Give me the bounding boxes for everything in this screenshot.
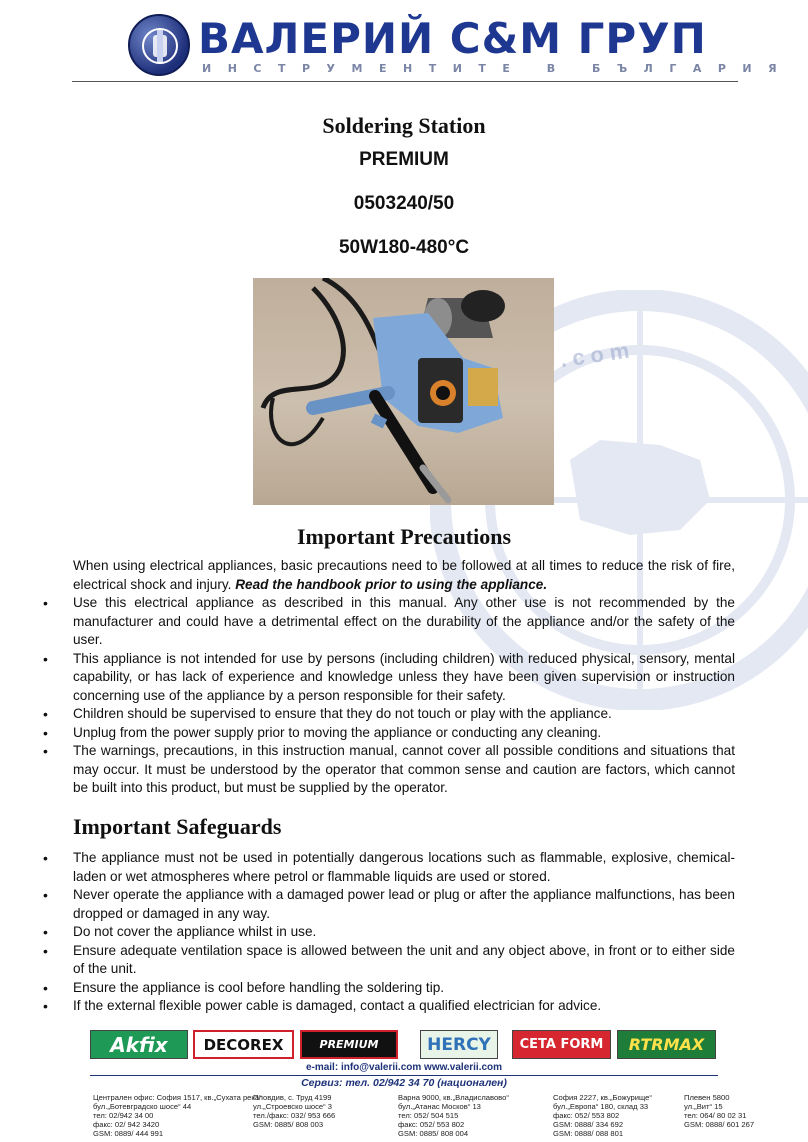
- office-line: тел: 064/ 80 02 31: [684, 1111, 747, 1120]
- office-line: тел: 052/ 504 515: [398, 1111, 459, 1120]
- brand-logo-premium: PREMIUM: [300, 1030, 398, 1059]
- precautions-list: [73, 594, 735, 798]
- office-varna: [398, 1093, 509, 1138]
- brand-logo-ceta-form: CETA FORM: [512, 1030, 611, 1059]
- office-addresses: [93, 1093, 755, 1139]
- office-line: факс: 02/ 942 3420: [93, 1120, 160, 1129]
- brand-logo-rtrmax: RTRMAX: [617, 1030, 716, 1059]
- office-line: Централен офис: София 1517, кв.„Сухата река“: [93, 1093, 262, 1102]
- contact-divider: [90, 1075, 718, 1076]
- list-item: • Children should be supervised to ensure that they do not touch or play with the appliance.: [73, 705, 735, 724]
- office-line: бул.„Ботевградско шосе“ 44: [93, 1102, 192, 1111]
- safeguards-list: [73, 849, 735, 1016]
- list-item: • If the external flexible power cable is damaged, contact a qualified electrician for advice.: [73, 997, 735, 1016]
- precautions-heading: Important Precautions: [296, 524, 512, 549]
- brand-subtitle: ИНСТРУМЕНТИТЕ В БЪЛГАРИЯ: [202, 62, 794, 75]
- office-line: GSM: 0888/ 601 267: [684, 1120, 755, 1129]
- list-item: • Ensure the appliance is cool before handling the soldering tip.: [73, 979, 735, 998]
- office-line: бул.„Атанас Москов“ 13: [398, 1102, 481, 1111]
- list-item: • Unplug from the power supply prior to moving the appliance or conducting any cleaning.: [73, 724, 735, 743]
- office-sofia-central: [93, 1093, 262, 1138]
- product-title: Soldering Station: [322, 113, 486, 138]
- office-line: Плевен 5800: [684, 1093, 730, 1102]
- office-line: GSM: 0885/ 808 004: [398, 1129, 469, 1138]
- office-line: ул.„Строевско шосе“ 3: [253, 1102, 333, 1111]
- company-logo-icon: [128, 14, 190, 76]
- list-item: • Do not cover the appliance whilst in use.: [73, 923, 735, 942]
- brand-logo-hercy: HERCY: [420, 1030, 498, 1059]
- office-line: GSM: 0888/ 334 692: [553, 1120, 624, 1129]
- brand-logo-akfix: Akfix: [90, 1030, 188, 1059]
- office-line: бул.„Европа“ 180, склад 33: [553, 1102, 649, 1111]
- safeguards-heading: Important Safeguards: [73, 814, 282, 839]
- precautions-intro-emphasis: Read the handbook prior to using the appliance.: [235, 576, 548, 592]
- list-item: • This appliance is not intended for use by persons (including children) with reduced physical, sensory, mental capability, or has lack of experience and knowledge unless they have been given supervision or instruction concerning use of the appliance by a person responsible for their safety.: [73, 650, 735, 706]
- office-line: тел./факс: 032/ 953 666: [253, 1111, 336, 1120]
- office-line: Варна 9000, кв.„Владиславово“: [398, 1093, 509, 1102]
- office-line: Пловдив, с. Труд 4199: [253, 1093, 332, 1102]
- precautions-intro: [73, 557, 735, 594]
- office-pleven: [684, 1093, 754, 1129]
- list-item: • Never operate the appliance with a damaged power lead or plug or after the appliance malfunctions, has been dropped or damaged in any way.: [73, 886, 735, 923]
- office-line: факс: 052/ 553 802: [398, 1120, 465, 1129]
- office-line: GSM: 0888/ 088 801: [553, 1129, 624, 1138]
- header-divider: [72, 81, 738, 82]
- office-line: GSM: 0889/ 444 991: [93, 1129, 164, 1138]
- watermark-text: .com: [558, 336, 637, 373]
- contact-email-web: e-mail: info@valerii.com www.valerii.com: [305, 1062, 503, 1073]
- product-code: 0503240/50: [353, 193, 455, 214]
- office-line: GSM: 0885/ 808 003: [253, 1120, 324, 1129]
- brand-logos: [90, 1030, 720, 1060]
- brand-title: ВАЛЕРИЙ С&М ГРУП: [198, 14, 707, 63]
- precautions-intro-text: When using electrical appliances, basic precautions need to be followed at all times to reduce the risk of fire, electrical shock and injury.: [73, 558, 735, 592]
- office-line: факс: 052/ 553 802: [553, 1111, 620, 1120]
- company-header: [128, 12, 794, 78]
- office-line: София 2227, кв.„Божурище“: [553, 1093, 652, 1102]
- product-line: PREMIUM: [359, 149, 449, 170]
- list-item: • Use this electrical appliance as described in this manual. Any other use is not recommended by the manufacturer and could have a detrimental effect on the durability of the appliance and/or the safety of the user.: [73, 594, 735, 650]
- list-item: • Ensure adequate ventilation space is allowed between the unit and any object above, in front or to either side of the unit.: [73, 942, 735, 979]
- product-spec: 50W180-480°C: [338, 237, 470, 258]
- office-line: ул.„Вит“ 15: [684, 1102, 723, 1111]
- office-sofia-bozhurishte: [553, 1093, 652, 1138]
- list-item: • The appliance must not be used in potentially dangerous locations such as flammable, explosive, chemical-laden or wet atmospheres where petrol or flammable liquids are used or stored.: [73, 849, 735, 886]
- service-phone: Сервиз: тел. 02/942 34 70 (национален): [301, 1077, 507, 1089]
- brand-logo-decorex: DECOREX: [193, 1030, 294, 1059]
- office-line: тел: 02/942 34 00: [93, 1111, 154, 1120]
- list-item: • The warnings, precautions, in this instruction manual, cannot cover all possible conditions and situations that may occur. It must be understood by the operator that common sense and caution are factors, which cannot be built into this product, but must be supplied by the operator.: [73, 742, 735, 798]
- product-photo: [253, 278, 554, 505]
- office-plovdiv: [253, 1093, 335, 1129]
